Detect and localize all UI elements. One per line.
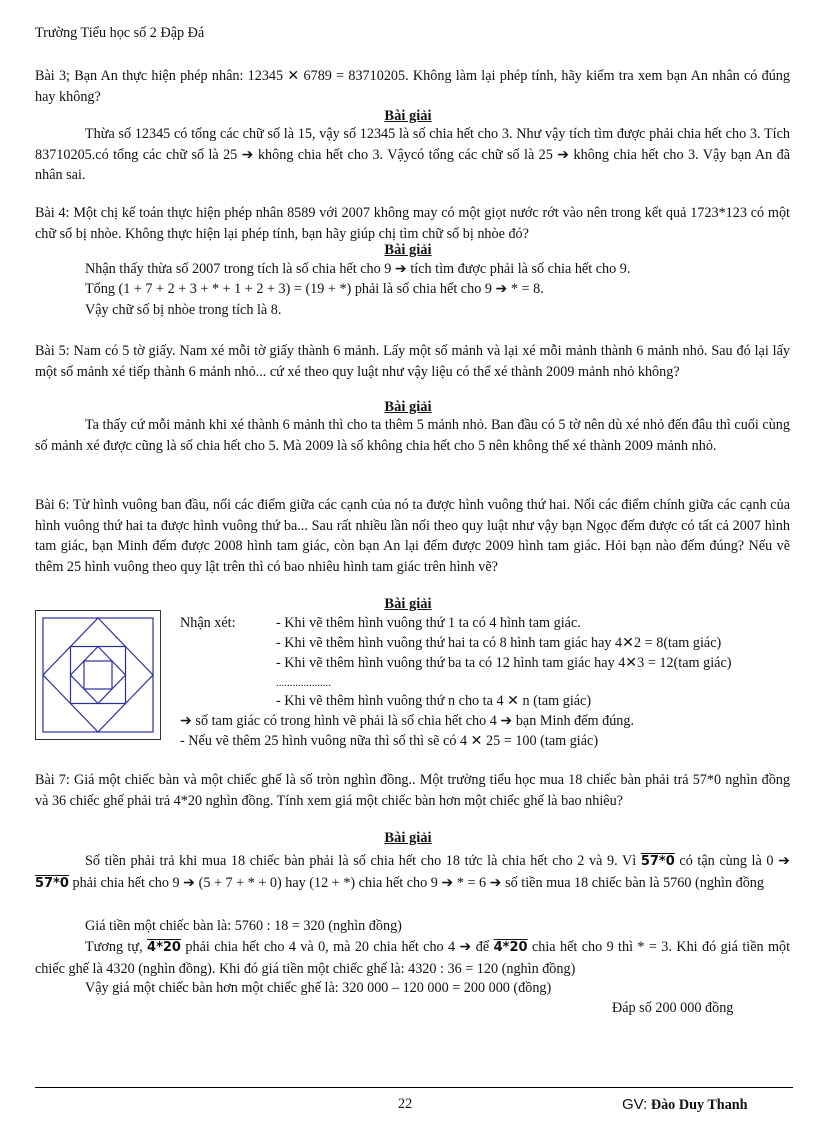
teacher-credit <box>622 1096 748 1114</box>
square-2 <box>43 618 153 732</box>
bai7-step3-a: Tương tự, <box>85 939 143 955</box>
bai3-problem: Bài 3; Bạn An thực hiện phép nhân: 12345 ✕ 6789 = 83710205. Không làm lại phép tính, hãy kiểm tra xem bạn An nhân có đúng hay không? <box>35 68 790 105</box>
figure-frame <box>36 611 161 740</box>
bai3-solution: Thừa số 12345 có tổng các chữ số là 15, vậy số 12345 là số chia hết cho 3. Như vậy tích tìm được phải chia hết cho 3. Tích 83710205.có tổng các chữ số là 25 ➔ không chia hết cho 3. Vậycó tổng các chữ số là 25 ➔ không chia hết cho 3. Vậy bạn An đã nhân sai. <box>35 126 790 183</box>
number-4x20: 4*20 <box>147 940 181 955</box>
bai7-problem: Bài 7: Giá một chiếc bàn và một chiếc ghế là số tròn nghìn đồng.. Một trường tiểu học mua 18 chiếc bàn phải trả 57*0 nghìn đồng và 36 chiếc ghế phải trả 4*20 nghìn đồng. Tính xem giá một chiếc bàn hơn một chiếc ghế là bao nhiêu? <box>35 772 790 809</box>
bai7-step1-a: Số tiền phải trả khi mua 18 chiếc bàn phải là số chia hết cho 18 tức là chia hết cho 2 và 9. Vì <box>85 853 637 869</box>
bai5-solution: Ta thấy cứ mỗi mảnh khi xé thành 6 mảnh thì cho ta thêm 5 mảnh nhỏ. Ban đầu có 5 tờ nên dù xé nhỏ đến đâu thì cuối cùng số mảnh xé được cũng là số chia hết cho 5. Mà 2009 là số không chia hết cho 5 nên không thể xé thành 2009 mảnh nhỏ. <box>35 417 790 454</box>
number-57x0-repeat: 57*0 <box>35 875 69 891</box>
page-number: 22 <box>398 1096 413 1112</box>
school-header: Trường Tiểu học số 2 Đập Đá <box>35 25 205 41</box>
bai4-line1: Nhận thấy thừa số 2007 trong tích là số chia hết cho 9 ➔ tích tìm được phải là số chia hết cho 9. <box>85 261 631 277</box>
bai5-problem: Bài 5: Nam có 5 tờ giấy. Nam xé mỗi tờ giấy thành 6 mảnh. Lấy một số mảnh và lại xé mỗi mảnh thành 6 mảnh nhỏ. Sau đó lại lấy một số mảnh xé tiếp thành 6 mảnh nhỏ... cứ xé theo quy luật như vậy liệu có thể xé thành 2009 mảnh nhỏ không? <box>35 343 790 380</box>
bai6-remark-label: Nhận xét: <box>180 615 236 631</box>
bai4-line3: Vậy chữ số bị nhòe trong tích là 8. <box>85 302 282 318</box>
bai6-remark-2: - Khi vẽ thêm hình vuông thứ hai ta có 8 hình tam giác hay 4✕2 = 8(tam giác) <box>276 635 722 651</box>
bai7-step3-b: phải chia hết cho 4 và 0, mà 20 chia hết cho 4 ➔ để <box>185 939 490 955</box>
bai7-step1-c: phải chia hết cho 9 ➔ (5 + 7 + * + 0) hay (12 + *) chia hết cho 9 ➔ * = 6 ➔ số tiền mua 18 chiếc bàn là 5760 (nghìn đồng <box>72 874 764 891</box>
bai3-heading: Bài giải <box>384 108 432 124</box>
bai6-remark-6: - Nếu vẽ thêm 25 hình vuông nữa thì số thì sẽ có 4 ✕ 25 = 100 (tam giác) <box>180 733 599 749</box>
bai7-step3 <box>35 937 790 979</box>
number-57x0: 57*0 <box>640 854 675 869</box>
bai6-heading: Bài giải <box>384 596 432 612</box>
teacher-label: GV: <box>622 1096 648 1113</box>
bai6-dots: .................... <box>276 677 331 689</box>
bai6-remark-1: - Khi vẽ thêm hình vuông thứ 1 ta có 4 hình tam giác. <box>276 615 581 631</box>
bai7-heading: Bài giải <box>384 830 432 846</box>
bai5-heading: Bài giải <box>384 399 432 415</box>
square-1 <box>43 618 153 732</box>
square-4 <box>71 647 126 704</box>
bai4-problem: Bài 4: Một chị kế toán thực hiện phép nhân 8589 với 2007 không may có một giọt nước rớt vào nên trong kết quả 1723*123 có một chữ số bị nhòe. Không thực hiện lại phép tính, bạn hãy giúp chị tìm chữ số bị nhòe đó? <box>35 205 790 242</box>
teacher-name: Đào Duy Thanh <box>650 1097 748 1113</box>
bai7-step4: Vậy giá một chiếc bàn hơn một chiếc ghế là: 320 000 – 120 000 = 200 000 (đồng) <box>85 980 552 996</box>
bai7-answer: Đáp số 200 000 đồng <box>612 1000 734 1016</box>
bai7-step1 <box>35 851 790 894</box>
bai4-line2: Tổng (1 + 7 + 2 + 3 + * + 1 + 2 + 3) = (19 + *) phải là số chia hết cho 9 ➔ * = 8. <box>85 281 544 297</box>
bai7-step2: Giá tiền một chiếc bàn là: 5760 : 18 = 320 (nghìn đồng) <box>85 918 402 934</box>
nested-squares-figure <box>35 610 161 740</box>
bai7-step1-b: có tận cùng là 0 ➔ <box>679 853 791 869</box>
square-5 <box>84 661 112 689</box>
square-3 <box>71 647 126 704</box>
number-4x20-repeat: 4*20 <box>493 940 528 955</box>
bai7-step3-c: chia hết cho 9 thì * = 3. Khi đó giá tiền một chiếc ghế là 4320 (nghìn đồng). Khi đó giá tiền một chiếc ghế là: 4320 : 36 = 120 (nghìn đồng) <box>35 939 791 977</box>
bai4-heading: Bài giải <box>384 242 432 258</box>
bai6-problem: Bài 6: Từ hình vuông ban đầu, nối các điểm giữa các cạnh của nó ta được hình vuông thứ hai. Nối các điểm chính giữa các cạnh của hình vuông thứ hai ta được hình vuông thứ ba... Sau rất nhiều lần nối theo quy luật như vậy bạn Ngọc đếm được có tất cả 2007 hình tam giác, bạn Minh đếm được 2008 hình tam giác, còn bạn An lại đếm được 2009 hình tam giác. Hỏi bạn nào đếm đúng? Nếu vẽ thêm 25 hình vuông theo quy lật trên thì có bao nhiêu hình tam giác trên hình vẽ? <box>35 497 790 575</box>
bai6-remark-4: - Khi vẽ thêm hình vuông thứ n cho ta 4 ✕ n (tam giác) <box>276 693 592 709</box>
bai6-remark-5: ➔ số tam giác có trong hình vẽ phải là số chia hết cho 4 ➔ bạn Minh đếm đúng. <box>180 713 635 729</box>
bai6-remark-3: - Khi vẽ thêm hình vuông thứ ba ta có 12 hình tam giác hay 4✕3 = 12(tam giác) <box>276 655 732 671</box>
footer-rule <box>35 1087 793 1088</box>
